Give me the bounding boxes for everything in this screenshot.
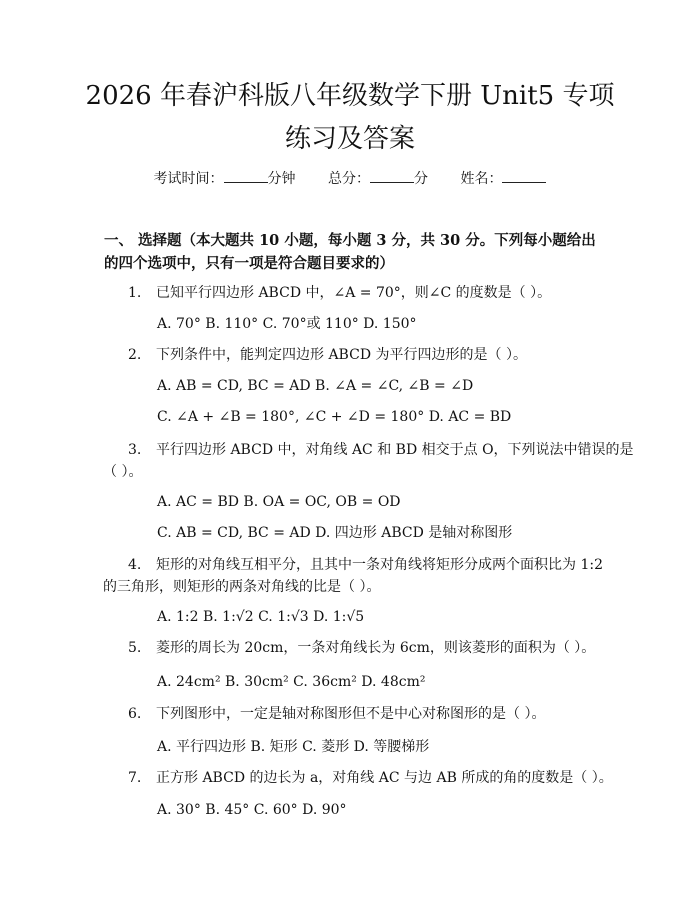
question-stem: 菱形的周长为 20cm，一条对角线长为 6cm，则该菱形的面积为（ ）。 [156,640,596,656]
exam-time-unit: 分钟 [267,171,296,187]
question-3 [128,440,634,460]
exam-info [0,168,700,188]
question-2-options-b: C. ∠A + ∠B = 180°, ∠C + ∠D = 180° D. AC = BD [157,409,512,425]
question-stem: 下列条件中，能判定四边形 ABCD 为平行四边形的是（ ）。 [156,347,527,363]
question-1 [128,283,551,303]
question-4-stem-continued: 的三角形，则矩形的两条对角线的比是（ ）。 [103,579,381,595]
question-number: 4. [128,557,142,573]
question-4 [128,555,603,575]
student-name-label: 姓名： [460,171,503,187]
total-score-unit: 分 [414,171,428,187]
question-number: 3. [128,442,142,458]
exam-time-blank [224,168,268,183]
question-5-options: A. 24cm² B. 30cm² C. 36cm² D. 48cm² [157,674,426,690]
question-5 [128,638,595,658]
question-stem: 平行四边形 ABCD 中，对角线 AC 和 BD 相交于点 O，下列说法中错误的是 [156,442,634,458]
total-score-field [328,171,432,187]
question-stem: 正方形 ABCD 的边长为 a，对角线 AC 与边 AB 所成的角的度数是（ ）。 [156,770,613,786]
total-score-blank [370,168,414,183]
question-6 [128,704,545,724]
exam-time-label: 考试时间： [153,171,224,187]
question-stem: 下列图形中，一定是轴对称图形但不是中心对称图形的是（ ）。 [156,706,546,722]
question-2-options-a: A. AB = CD, BC = AD B. ∠A = ∠C, ∠B = ∠D [157,378,474,394]
question-7-options: A. 30° B. 45° C. 60° D. 90° [157,802,347,818]
page-title-line1: 2026 年春沪科版八年级数学下册 Unit5 专项 [85,81,615,111]
question-stem: 已知平行四边形 ABCD 中，∠A = 70°，则∠C 的度数是（ ）。 [156,285,552,301]
exam-time-field [154,171,300,187]
question-3-options-b: C. AB = CD, BC = AD D. 四边形 ABCD 是轴对称图形 [157,525,513,541]
question-stem: 矩形的对角线互相平分，且其中一条对角线将矩形分成两个面积比为 1:2 [156,557,603,573]
question-1-options: A. 70° B. 110° C. 70°或 110° D. 150° [157,316,417,332]
total-score-label: 总分： [328,171,370,187]
question-7 [128,768,613,788]
student-name-field [460,171,546,187]
question-number: 2. [128,347,142,363]
question-number: 5. [128,640,142,656]
question-number: 1. [128,285,142,301]
question-number: 7. [128,770,142,786]
question-6-options: A. 平行四边形 B. 矩形 C. 菱形 D. 等腰梯形 [157,739,430,755]
question-3-options-a: A. AC = BD B. OA = OC, OB = OD [157,494,401,510]
question-2 [128,345,527,365]
section-heading: 一、 选择题（本大题共 10 小题，每小题 3 分，共 30 分。下列每小题给出的四个选项中，只有一项是符合题目要求的） [104,232,596,272]
student-name-blank [502,168,546,183]
question-3-stem-continued: （ ）。 [103,464,143,480]
question-4-options: A. 1:2 B. 1:√2 C. 1:√3 D. 1:√5 [157,609,365,625]
question-number: 6. [128,706,142,722]
page-title-line2: 练习及答案 [284,124,415,154]
